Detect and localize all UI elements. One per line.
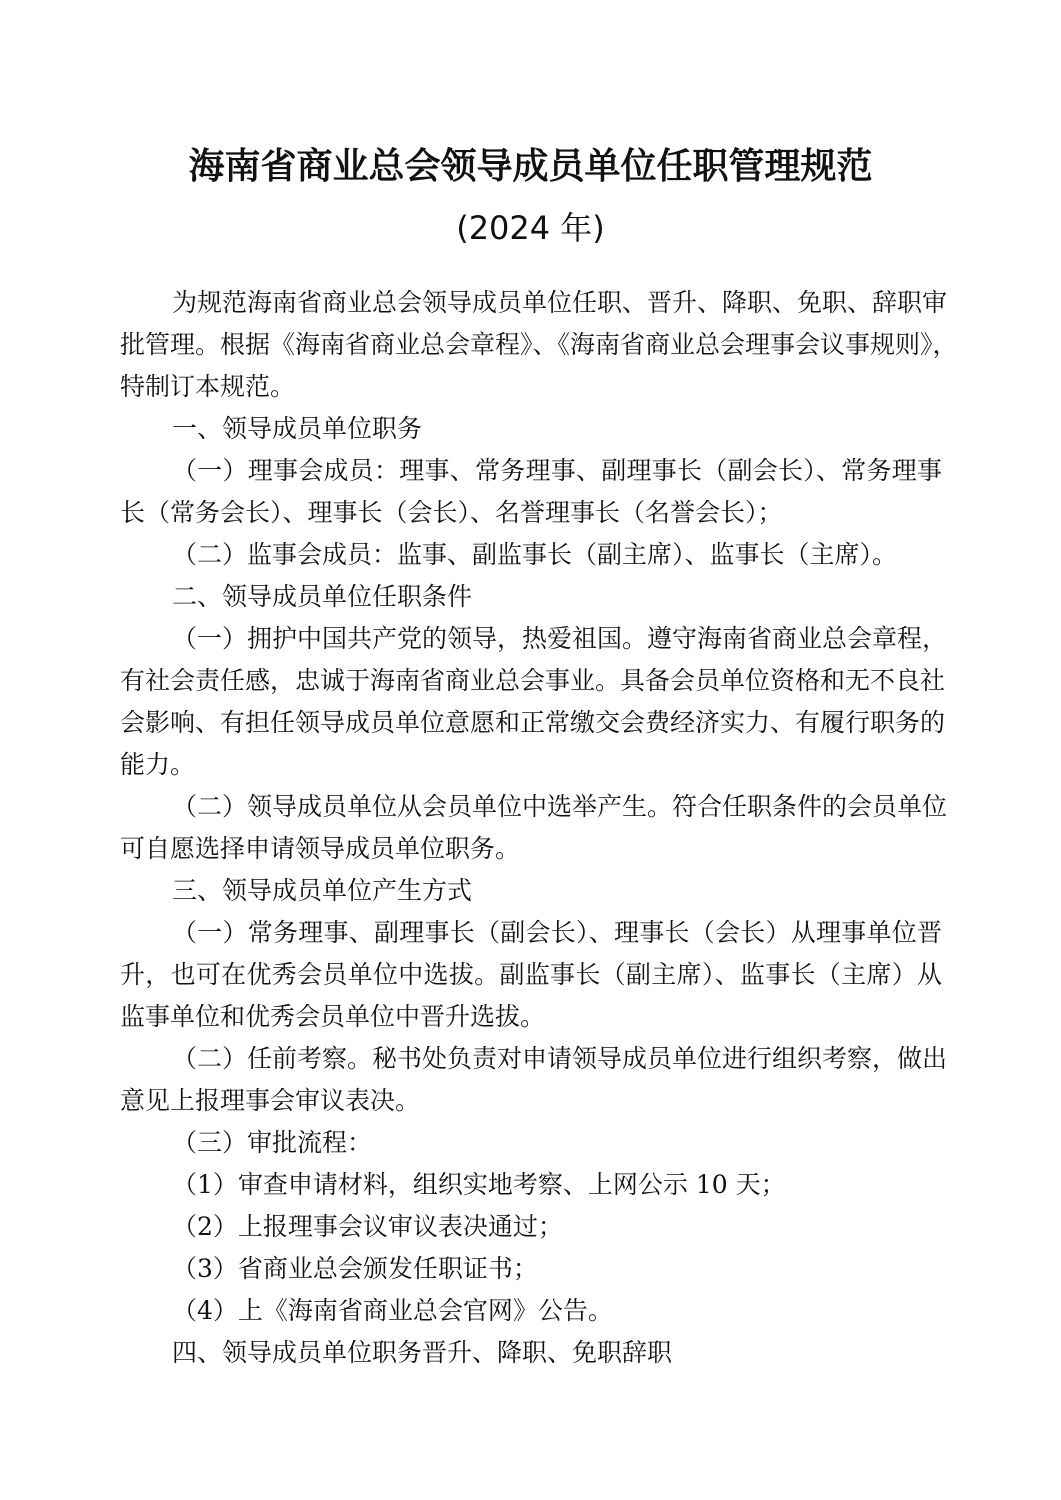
paragraph-line: （三）审批流程：: [172, 1128, 373, 1157]
list-item: （1）审查申请材料，组织实地考察、上网公示 10 天；: [172, 1170, 786, 1199]
paragraph-line: （一）常务理事、副理事长（副会长）、理事长（会长）从理事单位晋: [172, 918, 942, 947]
paragraph-line: 监事单位和优秀会员单位中晋升选拔。: [120, 1002, 546, 1031]
paragraph-line: 批管理。根据《海南省商业总会章程》、《海南省商业总会理事会议事规则》，: [120, 330, 958, 359]
document-body: [120, 282, 958, 1374]
paragraph-line: （一）理事会成员：理事、常务理事、副理事长（副会长）、常务理事: [172, 456, 942, 485]
document-subtitle: (2024 年): [456, 209, 605, 247]
paragraph-line: 特制订本规范。: [120, 372, 296, 401]
paragraph-line: 升，也可在优秀会员单位中选拔。副监事长（副主席）、监事长（主席）从: [120, 960, 942, 989]
paragraph-line: （二）监事会成员：监事、副监事长（副主席）、监事长（主席）。: [172, 540, 898, 569]
paragraph-line: 能力。: [120, 750, 196, 779]
document-title: 海南省商业总会领导成员单位任职管理规范: [188, 145, 873, 187]
paragraph-line: （二）领导成员单位从会员单位中选举产生。符合任职条件的会员单位: [172, 792, 948, 821]
paragraph-line: 为规范海南省商业总会领导成员单位任职、晋升、降职、免职、辞职审: [172, 288, 948, 317]
list-item: （3）省商业总会颁发任职证书；: [172, 1254, 538, 1283]
paragraph-line: 会影响、有担任领导成员单位意愿和正常缴交会费经济实力、有履行职务的: [120, 708, 946, 737]
section-heading: 二、领导成员单位任职条件: [172, 582, 473, 611]
section-heading: 四、领导成员单位职务晋升、降职、免职辞职: [172, 1338, 673, 1367]
paragraph-line: 有社会责任感，忠诚于海南省商业总会事业。具备会员单位资格和无不良社: [120, 666, 946, 695]
paragraph-line: 可自愿选择申请领导成员单位职务。: [120, 834, 521, 863]
paragraph-line: 长（常务会长）、理事长（会长）、名誉理事长（名誉会长）；: [120, 498, 783, 527]
paragraph-line: （一）拥护中国共产党的领导，热爱祖国。遵守海南省商业总会章程，: [172, 624, 948, 653]
list-item: （4）上《海南省商业总会官网》公告。: [172, 1296, 613, 1325]
list-item: （2）上报理事会议审议表决通过；: [172, 1212, 563, 1241]
section-heading: 三、领导成员单位产生方式: [172, 876, 473, 905]
paragraph-line: 意见上报理事会审议表决。: [120, 1086, 421, 1115]
paragraph-line: （二）任前考察。秘书处负责对申请领导成员单位进行组织考察，做出: [172, 1044, 948, 1073]
section-heading: 一、领导成员单位职务: [172, 414, 423, 443]
